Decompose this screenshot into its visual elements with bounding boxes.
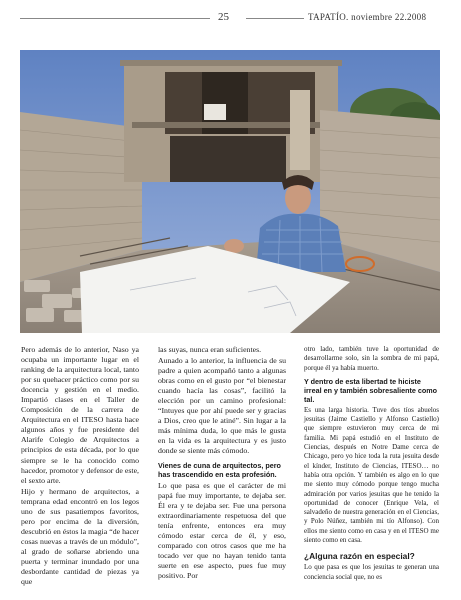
article-column-3: [304, 345, 439, 583]
paragraph: Lo que pasa es que los jesuitas te generan una conciencia social que, no es: [304, 563, 439, 581]
interview-question: Vienes de cuna de arquitectos, pero has trascendido en esta profesión.: [158, 460, 281, 479]
page-header: [20, 10, 440, 26]
paragraph: Aunado a lo anterior, la influencia de su padre a quien acompañó tanto a algunas obras como en el gusto por “el bienestar cuando hacía las cosas”, facilitó la elección por un camino profesional: “Intuyes que por ahí puede ser y gracias a Dios, creo que le atiné”. Sin lugar a la más mínima duda, lo que más le gusta en la vida es la arquitectura y es justo donde se siente más cómodo.: [158, 356, 286, 456]
page-number: 25: [218, 11, 229, 23]
interview-question: Y dentro de esta libertad te hiciste irreal en y también sobresaliente como tal.: [304, 376, 438, 404]
paragraph: Pero además de lo anterior, Naso ya ocupaba un importante lugar en el ranking de la arquitectura local, tanto por su quehacer práctico como por su docencia y gestión en el medio. Impartió clases en el Taller de Composición de la carrera de Arquitectura en el ITESO hasta hace algunos años y fue presidente del Alarife Colegio de Arquitectos a principios de esta década, por lo que siempre se le ha conocido como hacedor, promotor y defensor de este, el sexto arte.: [21, 345, 139, 485]
article-column-1: [21, 345, 139, 588]
paragraph: Hijo y hermano de arquitectos, a temprana edad encontró en los legos uno de sus pasatiempos favoritos, pero por encima de la diversión, descubrió en éstos la magia “de hacer cosas nuevas a través de un módulo”, al grado de soñarse abriendo una puerta y terminar inundado por una desbordante cantidad de piezas ya que: [21, 486, 139, 587]
architect-photo: [20, 50, 440, 333]
paragraph: otro lado, también tuve la oportunidad de desarrollarme solo, sin la sombra de mi papá, porque él ya había muerto.: [304, 345, 439, 372]
paragraph: Es una larga historia. Tuve dos tíos abuelos jesuitas (Jaime Castiello y Alfonso Castiello) que siempre estuvieron muy cerca de mi familia. Mi papá estudió en el Instituto de Ciencias, después en Notre Dame cerca de Chicago, pero yo hice toda la ruta jesuita desde el kínder, Instituto de Ciencias, ITESO… no había otra opción. Y también es algo en lo que me siento muy cómodo porque tengo mucha admiración por varios jesuitas que he tenido la oportunidad de conocer (Enrique Vela, el salvadeño de nuestra generación en el Ciencias, y Polo Núñez, también mi tío Alfonso). Con ellos me siento como en casa y en el ITESO me siento como en casa.: [304, 405, 439, 545]
paragraph: las suyas, nunca eran suficientes.: [158, 345, 262, 354]
header-rule-middle: [246, 18, 304, 19]
header-rule-left: [20, 18, 210, 19]
article-column-2: [158, 345, 286, 582]
paragraph: Lo que pasa es que el carácter de mi papá fue muy importante, te dejaba ser. Él era y te dejaba ser. Fue una persona extraordinariamente respetuosa del que tenía enfrente, entonces era muy cómodo estar cerca de él, y eso, comparado con otros casos que me ha tocado ver que no hayan tenido tanta suerte en ese aspecto, pues fue muy positivo. Por: [158, 480, 286, 580]
publication-date: TAPATÍO. noviembre 22.2008: [308, 12, 427, 22]
interview-question: ¿Alguna razón en especial?: [304, 551, 415, 562]
